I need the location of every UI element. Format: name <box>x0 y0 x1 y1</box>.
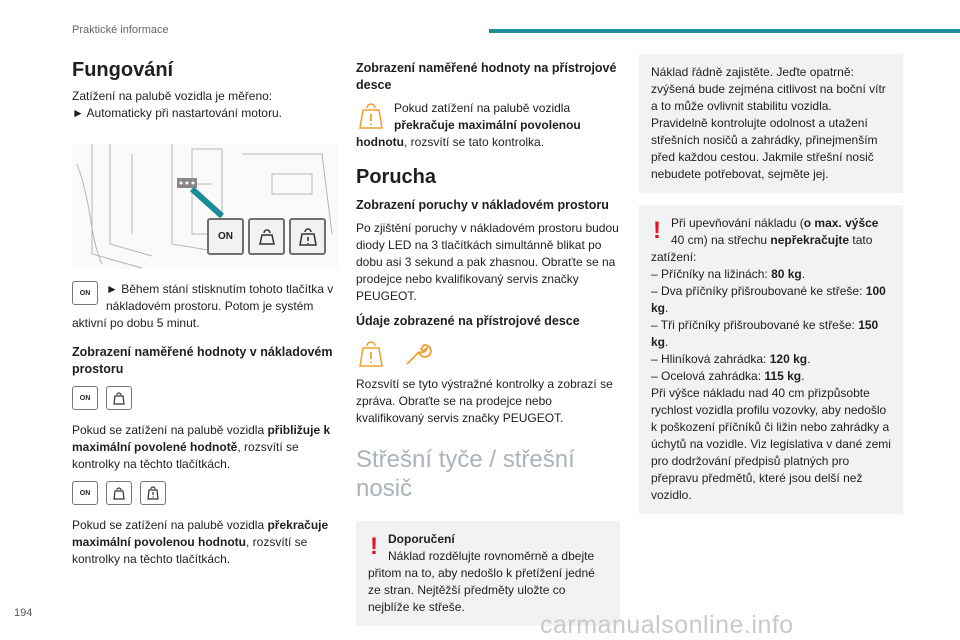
advice-text: Náklad rozdělujte rovnoměrně a dbejte přitom na to, aby nedošlo k přetížení jedné ze stran. Nejtěžší předměty uložte co nejblíže ke střeše. <box>368 549 595 614</box>
paragraph-exceeding-limit: Pokud se zatížení na palubě vozidla překračuje maximální povolenou hodnotu, rozsvítí se kontrolky na těchto tlačítkách. <box>72 518 329 566</box>
info-box <box>639 54 903 193</box>
overload-warning-lamp-icon <box>356 102 386 130</box>
paragraph-dashboard-warning: Pokud zatížení na palubě vozidla překračuje maximální povolenou hodnotu, rozsvítí se tato kontrolka. <box>356 101 581 149</box>
section-title-fungovani: Fungování <box>72 59 174 81</box>
bullet-automatic: ► Automaticky při nastartování motoru. <box>72 106 282 120</box>
overload-button[interactable] <box>289 218 326 255</box>
header-accent-bar <box>489 29 960 33</box>
on-led-icon-2: ON <box>72 481 98 505</box>
load-limit-item: – Dva příčníky přišroubované ke střeše: 100 kg. <box>651 284 886 315</box>
watermark: carmanualsonline.info <box>540 611 794 639</box>
load-limit-item: – Příčníky na ližinách: 80 kg. <box>651 267 806 281</box>
cargo-area-illustration <box>72 144 338 269</box>
weight-led-icon <box>106 386 132 410</box>
bullet-button-text: ► Během stání stisknutím tohoto tlačítka v nákladovém prostoru. Potom je systém aktivní po dobu 5 minut. <box>72 282 334 330</box>
paragraph-approaching-limit: Pokud se zatížení na palubě vozidla přibližuje k maximální povolené hodnotě, rozsvítí se kontrolky na těchto tlačítkách. <box>72 423 331 471</box>
overload-led-icon <box>140 481 166 505</box>
on-led-icon: ON <box>72 386 98 410</box>
subsection-dashboard-display: Zobrazení naměřené hodnoty na přístrojové desce <box>356 61 617 92</box>
column-2 <box>356 58 620 626</box>
header-label: Praktické informace <box>72 24 169 36</box>
icon-row-approaching <box>72 386 338 410</box>
weight-icon <box>258 228 276 246</box>
overload-warning-icon <box>298 228 318 246</box>
service-wrench-icon <box>402 340 432 368</box>
on-button-icon: ON <box>72 281 98 305</box>
load-limits-box <box>639 205 903 514</box>
overload-warning-lamp-icon-2 <box>356 340 386 368</box>
paragraph-button-press <box>72 281 338 332</box>
cargo-button-row <box>207 218 326 255</box>
warning-lamps-row <box>356 340 620 368</box>
subsection-cargo-display: Zobrazení naměřené hodnoty v nákladovém prostoru <box>72 345 333 376</box>
icon-row-exceeding <box>72 481 338 505</box>
info-text: Náklad řádně zajistěte. Jeďte opatrně: zvýšená bude zejména citlivost na boční vítr a to může ovlivnit stabilitu vozidla. Pravidelně kontrolujte odolnost a utažení střešních nosičů a zahrádky, přinejmenším před každou cestou. Jakmile střešní nosič nebudete potřebovat, sejměte jej. <box>651 65 886 181</box>
on-button[interactable]: ON <box>207 218 244 255</box>
paragraph-dashboard-fault: Rozsvítí se tyto výstražné kontrolky a zobrazí se zpráva. Obraťte se na prodejce nebo kvalifikovaný servis značky PEUGEOT. <box>356 377 613 425</box>
load-limit-item: – Ocelová zahrádka: 115 kg. <box>651 369 805 383</box>
subsection-dashboard-data: Údaje zobrazené na přístrojové desce <box>356 314 580 328</box>
warning-exclamation-icon: ! <box>370 533 378 560</box>
column-1 <box>72 58 338 568</box>
load-limit-item: – Tři příčníky přišroubované ke střeše: 150 kg. <box>651 318 879 349</box>
load-limits-tail: Při výšce nákladu nad 40 cm přizpůsobte rychlost vozidla profilu vozovky, aby nedošlo k poškození příčníků či ližin nebo zahrádky a úchytů na vozidle. Viz legislativa v dané zemi pro dodržování předpisů platných pro přepravu předmětů, které jsou delší než vozidlo. <box>651 386 891 502</box>
advice-title: Doporučení <box>388 532 455 546</box>
paragraph-cargo-fault: Po zjištění poruchy v nákladovém prostoru budou diody LED na 3 tlačítkách simultánně blikat po dobu asi 3 sekund a pak zhasnou. Obraťte se na prodejce nebo kvalifikovaný servis značky PEUGEOT. <box>356 221 619 303</box>
section-title-porucha: Porucha <box>356 166 437 188</box>
load-limits-intro: Při upevňování nákladu (o max. výšce 40 cm) na střechu nepřekračujte tato zatížení: <box>651 216 879 264</box>
weight-button[interactable] <box>248 218 285 255</box>
section-title-roof-bars: Střešní tyče / střešní nosič <box>356 446 575 502</box>
column-3 <box>639 65 903 514</box>
load-limit-item: – Hliníková zahrádka: 120 kg. <box>651 352 811 366</box>
page-number: 194 <box>14 607 33 619</box>
weight-led-icon-2 <box>106 481 132 505</box>
subsection-cargo-fault: Zobrazení poruchy v nákladovém prostoru <box>356 198 609 212</box>
warning-exclamation-icon-2: ! <box>653 217 661 244</box>
intro-text: Zatížení na palubě vozidla je měřeno: <box>72 89 273 103</box>
